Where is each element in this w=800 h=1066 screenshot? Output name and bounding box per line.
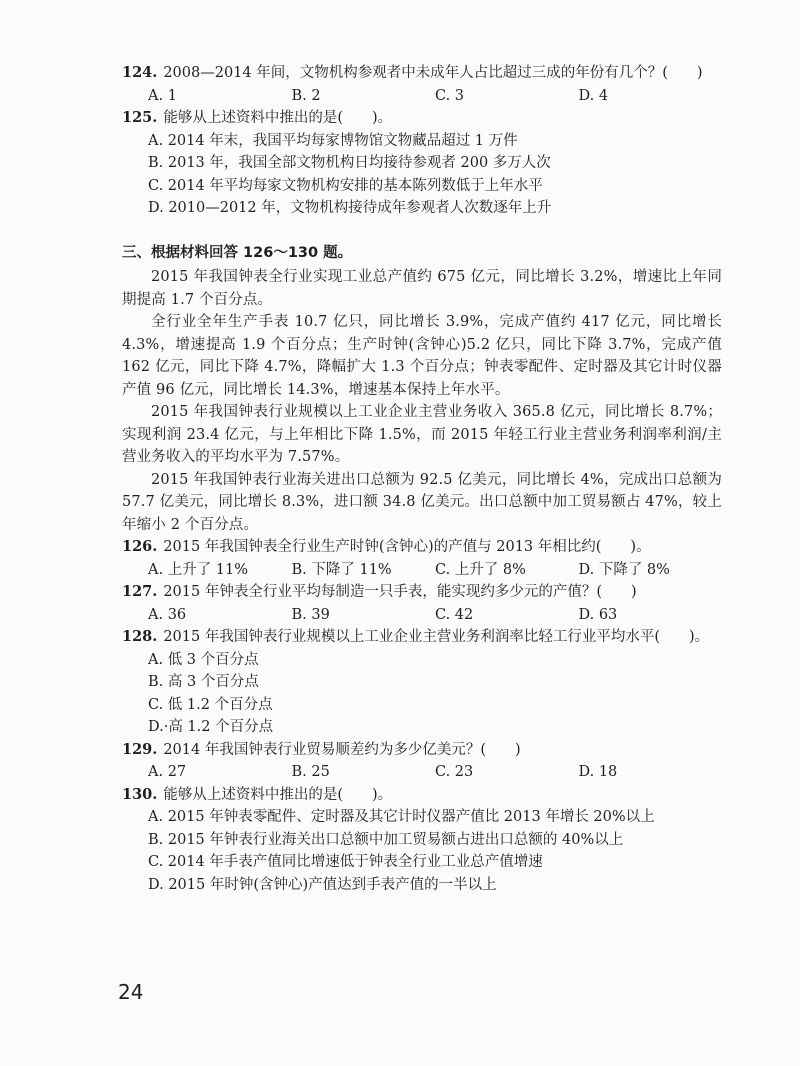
answer-option: B. 下降了 11%	[291, 561, 392, 578]
answer-option: C. 23	[435, 764, 474, 780]
question-stem-line	[122, 784, 722, 807]
answer-option: C. 2014 年手表产值同比增速低于钟表全行业工业总产值增速	[148, 854, 543, 870]
question-number: 127.	[122, 583, 158, 600]
answer-option: D. 18	[578, 764, 618, 780]
question-stem-line	[122, 581, 722, 604]
answer-option: D. 2010—2012 年，文物机构接待成年参观者人次数逐年上升	[148, 200, 552, 216]
option-list	[122, 559, 722, 582]
answer-option: B. 2013 年，我国全部文物机构日均接待参观者 200 多万人次	[148, 155, 551, 171]
answer-option: C. 3	[435, 87, 465, 104]
question-stem: 能够从上述资料中推出的是( )。	[163, 786, 393, 803]
question-stem-line	[122, 626, 722, 649]
answer-option: C. 上升了 8%	[435, 561, 526, 578]
question-stem-line	[122, 107, 722, 130]
question-stem: 2015 年钟表全行业平均每制造一只手表，能实现约多少元的产值？( )	[163, 584, 637, 600]
page-number: 24	[118, 980, 144, 1004]
answer-option: D.·高 1.2 个百分点	[148, 719, 274, 735]
question-stem: 2008—2014 年间，文物机构参观者中未成年人占比超过三成的年份有几个？( )	[163, 65, 703, 81]
answer-option: A. 36	[148, 606, 187, 623]
answer-option: A. 1	[148, 87, 177, 104]
answer-option: D. 2015 年时钟(含钟心)产值达到手表产值的一半以上	[148, 876, 497, 893]
question-number: 124.	[122, 64, 158, 81]
material-paragraph: 2015 年我国钟表行业规模以上工业企业主营业务收入 365.8 亿元，同比增长 8.7%；实现利润 23.4 亿元，与上年相比下降 1.5%，而 2015 年轻工行业主营业务利润率利润/主营业务收入的平均水平为 7.57%。	[122, 404, 722, 465]
answer-option: A. 低 3 个百分点	[148, 651, 259, 668]
question	[122, 107, 722, 220]
option-list	[122, 604, 722, 627]
question	[122, 62, 722, 107]
answer-option: B. 39	[291, 606, 330, 623]
material-paragraph: 2015 年我国钟表全行业实现工业总产值约 675 亿元，同比增长 3.2%，增速比上年同期提高 1.7 个百分点。	[122, 269, 722, 308]
question-number: 129.	[122, 740, 158, 758]
answer-option: A. 上升了 11%	[148, 561, 249, 578]
question-group-a	[122, 62, 722, 220]
question-stem-line	[122, 536, 722, 559]
answer-option: C. 42	[435, 606, 474, 623]
question-stem: 能够从上述资料中推出的是( )。	[163, 110, 393, 126]
answer-option: A. 2014 年末，我国平均每家博物馆文物藏品超过 1 万件	[148, 132, 518, 149]
material-paragraph: 全行业全年生产手表 10.7 亿只，同比增长 3.9%，完成产值约 417 亿元，同比增长 4.3%，增速提高 1.9 个百分点；生产时钟(含钟心)5.2 亿只，同比下降 3.7%，完成产值 162 亿元，同比下降 4.7%，降幅扩大 1.3 个百分点；钟表零配件、定时器及其它计时仪器产值 96 亿元，同比增长 14.3%，增速基本保持上年水平。	[122, 314, 722, 398]
answer-option: C. 低 1.2 个百分点	[148, 696, 273, 713]
material-paragraph: 2015 年我国钟表行业海关进出口总额为 92.5 亿美元，同比增长 4%，完成出口总额为 57.7 亿美元，同比增长 8.3%，进口额 34.8 亿美元。出口总额中加工贸易额占 47%，较上年缩小 2 个百分点。	[122, 471, 722, 533]
question-number: 130.	[122, 785, 158, 803]
question-group-b	[122, 536, 722, 896]
answer-option: D. 下降了 8%	[578, 561, 670, 578]
question-stem: 2015 年我国钟表行业规模以上工业企业主营业务利润率比轻工行业平均水平( )。	[163, 629, 710, 645]
answer-option: B. 高 3 个百分点	[148, 674, 259, 690]
question-stem-line	[122, 739, 722, 762]
question-number: 128.	[122, 628, 158, 645]
answer-option: D. 4	[578, 87, 609, 104]
question	[122, 626, 722, 739]
option-list	[122, 85, 722, 108]
option-list	[122, 130, 722, 220]
answer-option: B. 2015 年钟表行业海关出口总额中加工贸易额占进出口总额的 40%以上	[148, 831, 624, 848]
question-stem: 2014 年我国钟表行业贸易顺差约为多少亿美元？( )	[163, 741, 521, 758]
page-content	[122, 62, 722, 896]
answer-option: B. 25	[291, 764, 330, 780]
question	[122, 784, 722, 897]
question-number: 125.	[122, 109, 158, 126]
question-number: 126.	[122, 538, 158, 555]
option-list	[122, 761, 722, 784]
answer-option: D. 63	[578, 606, 618, 623]
answer-option: B. 2	[291, 87, 321, 104]
question	[122, 581, 722, 626]
answer-option: C. 2014 年平均每家文物机构安排的基本陈列数低于上年水平	[148, 177, 543, 194]
question	[122, 739, 722, 784]
answer-option: A. 27	[148, 764, 187, 780]
question	[122, 536, 722, 581]
question-stem-line	[122, 62, 722, 85]
option-list	[122, 649, 722, 739]
section-title: 三、根据材料回答 126～130 题。	[122, 244, 353, 261]
option-list	[122, 806, 722, 896]
question-stem: 2015 年我国钟表全行业生产时钟(含钟心)的产值与 2013 年相比约( )。	[163, 539, 651, 555]
material-text	[122, 266, 722, 536]
answer-option: A. 2015 年钟表零配件、定时器及其它计时仪器产值比 2013 年增长 20%以上	[148, 809, 655, 825]
